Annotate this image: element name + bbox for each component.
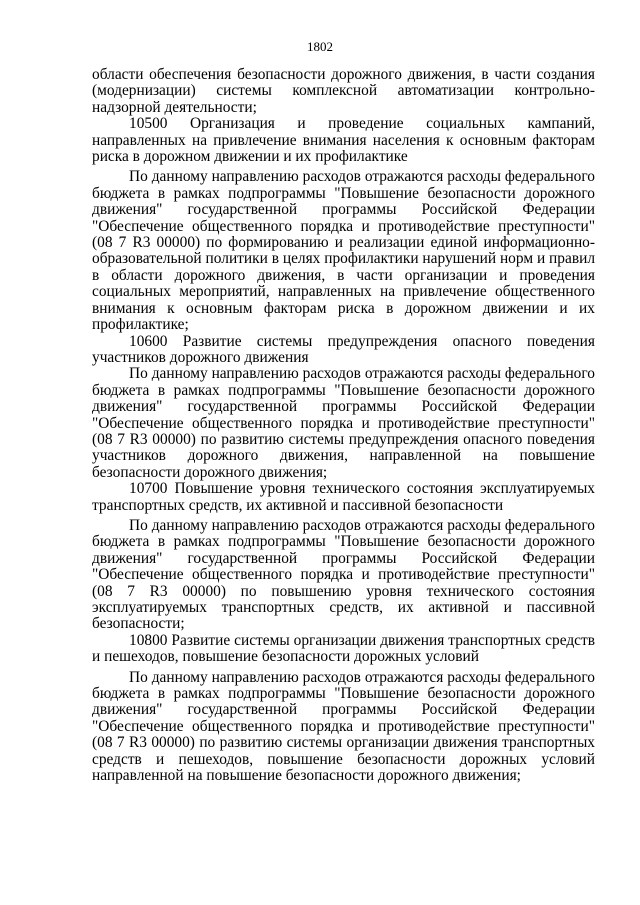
section-heading-10500: 10500 Организация и проведение социальных кампаний, направленных на привлечение внимания населения к основным факторам риска в дорожном движении и их профилактике (92, 115, 595, 166)
page-number: 1802 (307, 39, 333, 54)
paragraph-10800-description: По данному направлению расходов отражаются расходы федерального бюджета в рамках подпрограммы "Повышение безопасности дорожного движения" государственной программы Российской Федерации "Обеспечение общественного порядка и противодействие преступности" (08 7 R3 00000) по развитию системы организации движения транспортных средств и пешеходов, повышение безопасности дорожных условий направленной на повышение безопасности дорожного движения; (92, 668, 595, 785)
section-heading-10600: 10600 Развитие системы предупреждения опасного поведения участников дорожного движения (92, 332, 595, 366)
paragraph-10700-description: По данному направлению расходов отражаются расходы федерального бюджета в рамках подпрограммы "Повышение безопасности дорожного движения" государственной программы Российской Федерации "Обеспечение общественного порядка и противодействие преступности" (08 7 R3 00000) по повышению уровня технического состояния эксплуатируемых транспортных средств, их активной и пассивной безопасности; (92, 516, 595, 633)
paragraph-continuation: области обеспечения безопасности дорожного движения, в части создания (модернизации) системы комплексной автоматизации контрольно-надзорной деятельности; (92, 66, 595, 116)
paragraph-10600-description: По данному направлению расходов отражаются расходы федерального бюджета в рамках подпрограммы "Повышение безопасности дорожного движения" государственной программы Российской Федерации "Обеспечение общественного порядка и противодействие преступности" (08 7 R3 00000) по развитию системы предупреждения опасного поведения участников дорожного движения, направленной на повышение безопасности дорожного движения; (92, 365, 595, 481)
paragraph-10500-description: По данному направлению расходов отражаются расходы федерального бюджета в рамках подпрограммы "Повышение безопасности дорожного движения" государственной программы Российской Федерации "Обеспечение общественного порядка и противодействие преступности" (08 7 R3 00000) по формированию и реализации единой информационно-образовательной политики в целях профилактики нарушений норм и правил в области дорожного движения, в части организации и проведения социальных мероприятий, направленных на привлечение общественного внимания к основным факторам риска в дорожном движении и их профилактике; (92, 168, 595, 334)
section-heading-10800: 10800 Развитие системы организации движения транспортных средств и пешеходов, повышение безопасности дорожных условий (92, 631, 595, 666)
section-heading-10700: 10700 Повышение уровня технического состояния эксплуатируемых транспортных средств, их активной и пассивной безопасности (92, 480, 595, 514)
document-body (92, 67, 595, 784)
